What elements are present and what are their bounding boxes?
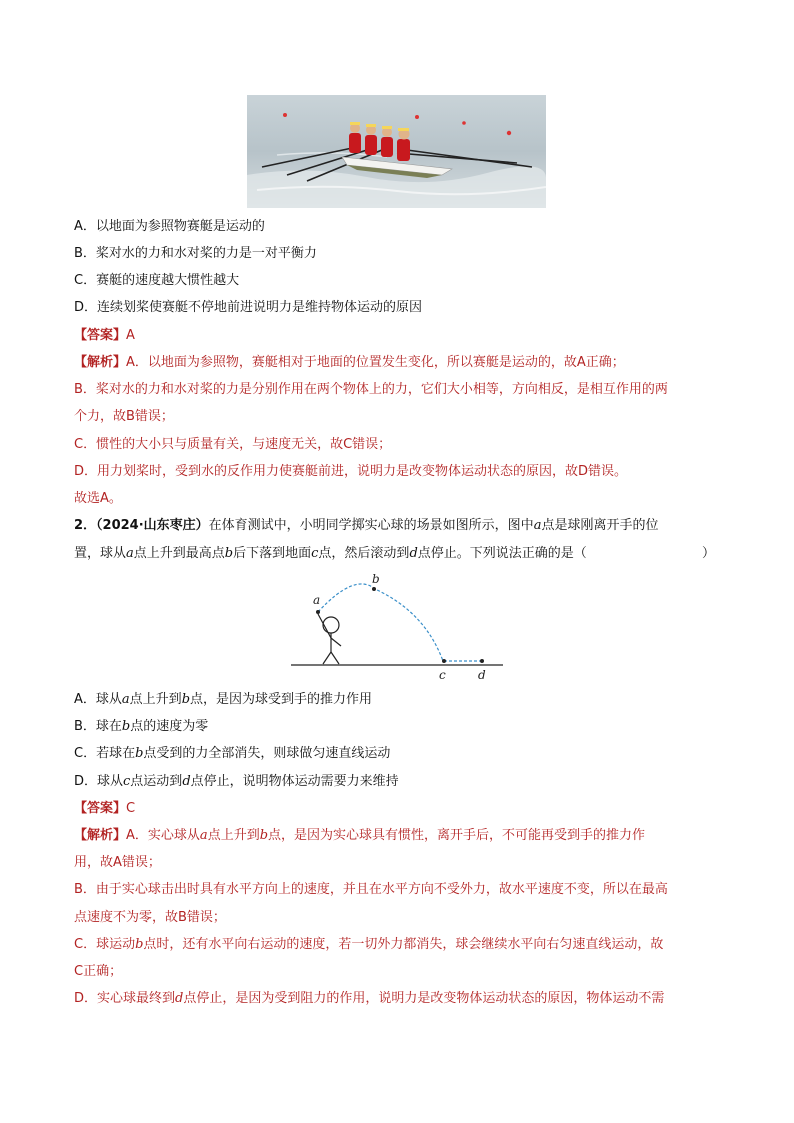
label-a: a — [313, 593, 321, 607]
label-d: d — [478, 668, 486, 682]
q1-analysis-line-5: D．用力划桨时，受到水的反作用力使赛艇前进，说明力是改变物体运动状态的原因，故D错误。 — [74, 464, 628, 479]
analysis-tag: 【解析】 — [74, 355, 127, 370]
q2-analysis-line-1: 【解析】A．实心球从a点上升到b点，是因为实心球具有惯性，离开手后，不可能再受到手的推力作 — [74, 828, 646, 843]
q2-option-d: D．球从c点运动到d点停止，说明物体运动需要力来维持 — [74, 774, 399, 789]
q2-stem-line-2: 置，球从a点上升到最高点b后下落到地面c点，然后滚动到d点停止。下列说法正确的是（ — [74, 546, 587, 561]
q1-analysis-line-3: 个力，故B错误； — [74, 409, 174, 424]
q1-analysis-line-1: 【解析】A．以地面为参照物，赛艇相对于地面的位置发生变化，所以赛艇是运动的，故A正确； — [74, 355, 625, 370]
q2-analysis-line-5: C．球运动b点时，还有水平向右运动的速度，若一切外力都消失，球会继续水平向右匀速直线运动，故 — [74, 937, 664, 952]
q2-option-a: A．球从a点上升到b点，是因为球受到手的推力作用 — [74, 692, 373, 707]
answer-bracket-close: ） — [702, 546, 716, 561]
throw-diagram — [285, 572, 510, 684]
q1-answer-line — [74, 327, 135, 345]
q2-analysis-line-6: C正确； — [74, 964, 123, 979]
answer-tag: 【答案】 — [74, 328, 127, 343]
q1-analysis-line-2: B．桨对水的力和水对桨的力是分别作用在两个物体上的力，它们大小相等，方向相反，是相互作用的两 — [74, 382, 668, 397]
q2-analysis-line-2: 用，故A错误； — [74, 855, 161, 870]
q1-option-a: A．以地面为参照物赛艇是运动的 — [74, 219, 265, 234]
q2-analysis-line-7: D．实心球最终到d点停止，是因为受到阻力的作用，说明力是改变物体运动状态的原因，物体运动不需 — [74, 991, 665, 1006]
q1-option-d: D．连续划桨使赛艇不停地前进说明力是维持物体运动的原因 — [74, 300, 423, 315]
analysis-tag: 【解析】 — [74, 828, 127, 843]
label-c: c — [439, 668, 446, 682]
q1-option-c: C．赛艇的速度越大惯性越大 — [74, 273, 240, 288]
q1-analysis-line-4: C．惯性的大小只与质量有关，与速度无关，故C错误； — [74, 437, 392, 452]
q2-analysis-line-3: B．由于实心球击出时具有水平方向上的速度，并且在水平方向不受外力，故水平速度不变，所以在最高 — [74, 882, 668, 897]
label-b: b — [372, 572, 380, 586]
point-a — [316, 610, 320, 614]
q2-analysis-line-4: 点速度不为零，故B错误； — [74, 910, 226, 925]
q2-answer-line — [74, 800, 135, 818]
answer-tag: 【答案】 — [74, 801, 127, 816]
q2-option-c: C．若球在b点受到的力全部消失，则球做匀速直线运动 — [74, 746, 391, 761]
q2-stem-line-1: 2．（2024·山东枣庄）在体育测试中，小明同学掷实心球的场景如图所示，图中a点是球刚离开手的位 — [74, 518, 659, 533]
q1-option-b: B．桨对水的力和水对桨的力是一对平衡力 — [74, 246, 317, 261]
answer-value: A — [126, 328, 135, 343]
q1-analysis-line-6: 故选A。 — [74, 491, 122, 506]
q2-option-b: B．球在b点的速度为零 — [74, 719, 209, 734]
question-source: （2024·山东枣庄） — [96, 518, 209, 533]
rowing-photo — [247, 95, 546, 208]
question-number: 2． — [74, 518, 97, 533]
point-b — [372, 587, 376, 591]
point-d — [480, 659, 484, 663]
point-c — [442, 659, 446, 663]
stick-figure — [318, 614, 341, 664]
answer-value: C — [126, 801, 136, 816]
